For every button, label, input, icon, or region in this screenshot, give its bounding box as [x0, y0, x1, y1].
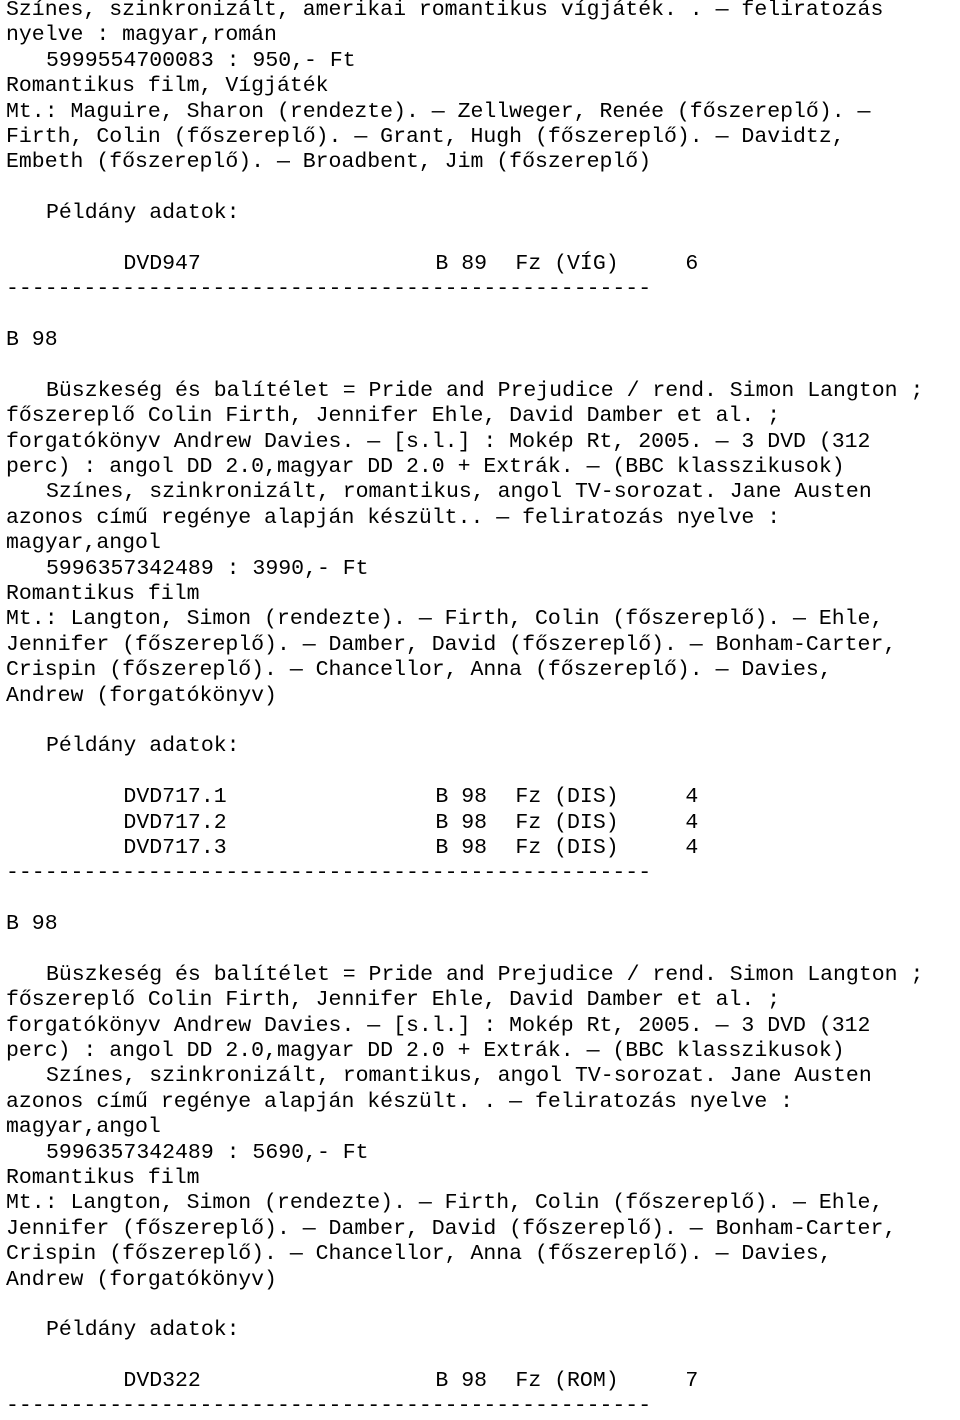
note-line: Színes, szinkronizált, amerikai romantikus vígjáték. . — feliratozás	[6, 0, 884, 22]
title-line: forgatókönyv Andrew Davies. — [s.l.] : Mokép Rt, 2005. — 3 DVD (312	[6, 1013, 871, 1038]
credits-line: Crispin (főszereplő). — Chancellor, Anna (főszereplő). — Davies,	[6, 1242, 832, 1267]
title-line: Büszkeség és balítélet = Pride and Prejudice / rend. Simon Langton ;	[46, 962, 924, 987]
note-line: azonos című regénye alapján készült.. — feliratozás nyelve :	[6, 505, 781, 530]
copy-signature: B 98	[435, 785, 488, 810]
title-line: főszereplő Colin Firth, Jennifer Ehle, David Damber et al. ;	[6, 988, 781, 1013]
isbn-price: 5996357342489 : 5690,- Ft	[46, 1140, 369, 1165]
copy-row	[6, 1344, 958, 1394]
record-separator: --------------------------------------------------	[6, 277, 652, 302]
note-line: Színes, szinkronizált, romantikus, angol TV-sorozat. Jane Austen	[46, 480, 872, 505]
title-line: perc) : angol DD 2.0,magyar DD 2.0 + Extrák. — (BBC klasszikusok)	[6, 455, 845, 480]
copy-id: DVD322	[123, 1369, 201, 1394]
credits-line: Andrew (forgatókönyv)	[6, 1267, 277, 1292]
copies-label: Példány adatok:	[46, 734, 240, 759]
title-line: Büszkeség és balítélet = Pride and Prejudice / rend. Simon Langton ;	[46, 378, 924, 403]
record-fragment	[6, 0, 958, 303]
note-line: azonos című regénye alapján készült. . — feliratozás nyelve :	[6, 1089, 794, 1114]
credits-line: Jennifer (főszereplő). — Damber, David (főszereplő). — Bonham-Carter,	[6, 1216, 897, 1241]
record-separator: --------------------------------------------------	[6, 1394, 652, 1419]
credits-line: Crispin (főszereplő). — Chancellor, Anna (főszereplő). — Davies,	[6, 658, 832, 683]
copy-row	[6, 760, 958, 810]
copies-label: Példány adatok:	[46, 1318, 240, 1343]
record-separator: --------------------------------------------------	[6, 861, 652, 886]
copy-signature: B 98	[435, 1369, 488, 1394]
catalog-record	[6, 328, 958, 887]
copy-count: 4	[685, 835, 699, 860]
genre: Romantikus film	[6, 1165, 200, 1190]
title-line: forgatókönyv Andrew Davies. — [s.l.] : Mokép Rt, 2005. — 3 DVD (312	[6, 429, 871, 454]
class-code: B 98	[6, 328, 58, 353]
copy-location: Fz (DIS)	[515, 810, 619, 835]
class-code: B 98	[6, 912, 58, 937]
copy-signature: B 98	[435, 835, 488, 860]
title-line: főszereplő Colin Firth, Jennifer Ehle, David Damber et al. ;	[6, 404, 781, 429]
title-line: perc) : angol DD 2.0,magyar DD 2.0 + Extrák. — (BBC klasszikusok)	[6, 1039, 845, 1064]
credits-line: Mt.: Maguire, Sharon (rendezte). — Zellweger, Renée (főszereplő). —	[6, 99, 871, 124]
copy-id: DVD947	[123, 251, 201, 276]
credits-line: Andrew (forgatókönyv)	[6, 683, 277, 708]
note-line: nyelve : magyar,román	[6, 23, 277, 48]
copy-id: DVD717.2	[123, 810, 227, 835]
note-line: magyar,angol	[6, 1115, 161, 1140]
genre: Romantikus film, Vígjáték	[6, 74, 329, 99]
isbn-price: 5996357342489 : 3990,- Ft	[46, 556, 369, 581]
copy-row	[6, 227, 958, 276]
copies-label: Példány adatok:	[46, 201, 240, 226]
copy-id: DVD717.3	[123, 835, 227, 860]
catalog-page	[6, 0, 958, 1420]
copy-location: Fz (DIS)	[515, 835, 619, 860]
credits-line: Jennifer (főszereplő). — Damber, David (főszereplő). — Bonham-Carter,	[6, 632, 897, 657]
note-line: magyar,angol	[6, 531, 161, 556]
copy-count: 6	[685, 251, 699, 276]
note-line: Színes, szinkronizált, romantikus, angol TV-sorozat. Jane Austen	[46, 1064, 872, 1089]
genre: Romantikus film	[6, 581, 200, 606]
copy-signature: B 98	[435, 810, 488, 835]
isbn-price: 5999554700083 : 950,- Ft	[46, 48, 356, 73]
copy-location: Fz (ROM)	[515, 1369, 619, 1394]
credits-line: Mt.: Langton, Simon (rendezte). — Firth, Colin (főszereplő). — Ehle,	[6, 607, 884, 632]
copy-location: Fz (DIS)	[515, 785, 619, 810]
credits-line: Firth, Colin (főszereplő). — Grant, Hugh (főszereplő). — Davidtz,	[6, 124, 845, 149]
copy-count: 4	[685, 810, 699, 835]
copy-id: DVD717.1	[123, 785, 227, 810]
catalog-record	[6, 912, 958, 1420]
copy-location: Fz (VÍG)	[515, 251, 619, 276]
credits-line: Mt.: Langton, Simon (rendezte). — Firth, Colin (főszereplő). — Ehle,	[6, 1191, 884, 1216]
copy-count: 4	[685, 785, 699, 810]
credits-line: Embeth (főszereplő). — Broadbent, Jim (főszereplő)	[6, 150, 652, 175]
copy-signature: B 89	[435, 251, 488, 276]
copy-count: 7	[685, 1369, 699, 1394]
